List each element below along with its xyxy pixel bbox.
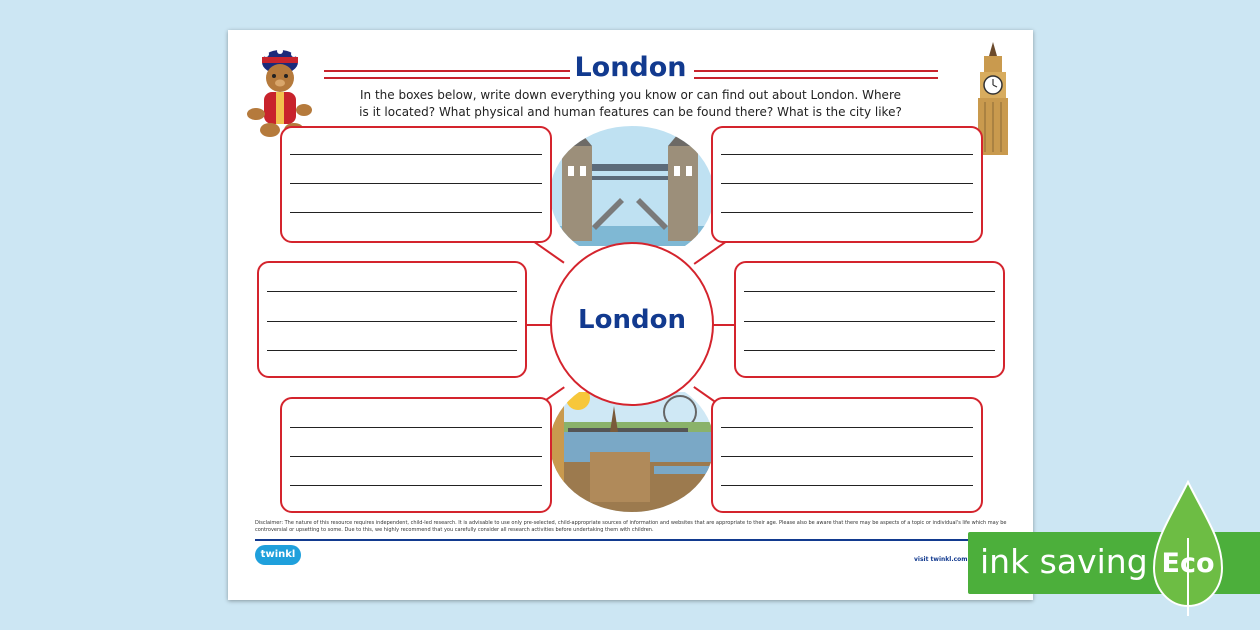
writing-line	[290, 456, 542, 457]
writing-line	[267, 350, 517, 351]
centre-circle	[550, 242, 714, 406]
leaf-icon	[1148, 478, 1228, 618]
writing-line	[721, 456, 973, 457]
writing-line	[744, 321, 995, 322]
worksheet	[228, 30, 1033, 600]
writing-line	[290, 485, 542, 486]
badge-label: ink saving	[980, 542, 1148, 581]
writing-line	[290, 427, 542, 428]
badge-tag: Eco	[1161, 548, 1215, 579]
writing-line	[721, 212, 973, 213]
write-box-bottom-right[interactable]	[711, 397, 983, 513]
instructions: In the boxes below, write down everything you know or can find out about London. Where is it located? What physical and human features can be found there? What is the city like?	[359, 88, 902, 119]
writing-line	[290, 154, 542, 155]
writing-line	[744, 350, 995, 351]
page-title: London	[574, 52, 687, 83]
disclaimer: Disclaimer: The nature of this resource requires independent, child-led research. It is advisable to use only pre-selected, child-appropriate sources of information and websites that are appropriate to their age. Please also be aware that there may be aspects of a topic or individual's life which may be controversial or upsetting to some. Due to this, we highly recommend that you carefully consider all research activities before undertaking them with children.	[255, 520, 1007, 533]
write-box-middle-left[interactable]	[257, 261, 527, 378]
writing-line	[290, 212, 542, 213]
writing-line	[744, 291, 995, 292]
writing-line	[721, 183, 973, 184]
write-box-bottom-left[interactable]	[280, 397, 552, 513]
writing-line	[290, 183, 542, 184]
write-box-middle-right[interactable]	[734, 261, 1005, 378]
writing-line	[721, 427, 973, 428]
connector	[712, 324, 736, 326]
footer-rule	[255, 539, 1007, 541]
write-box-top-right[interactable]	[711, 126, 983, 243]
writing-line	[721, 154, 973, 155]
writing-line	[267, 321, 517, 322]
london-skyline-image	[550, 392, 714, 512]
writing-line	[267, 291, 517, 292]
write-box-top-left[interactable]	[280, 126, 552, 243]
twinkl-logo[interactable]: twinkl	[255, 545, 301, 565]
tower-bridge-image	[550, 126, 714, 246]
visit-link[interactable]: visit twinkl.com	[914, 556, 968, 563]
writing-line	[721, 485, 973, 486]
centre-label: London	[578, 305, 686, 335]
